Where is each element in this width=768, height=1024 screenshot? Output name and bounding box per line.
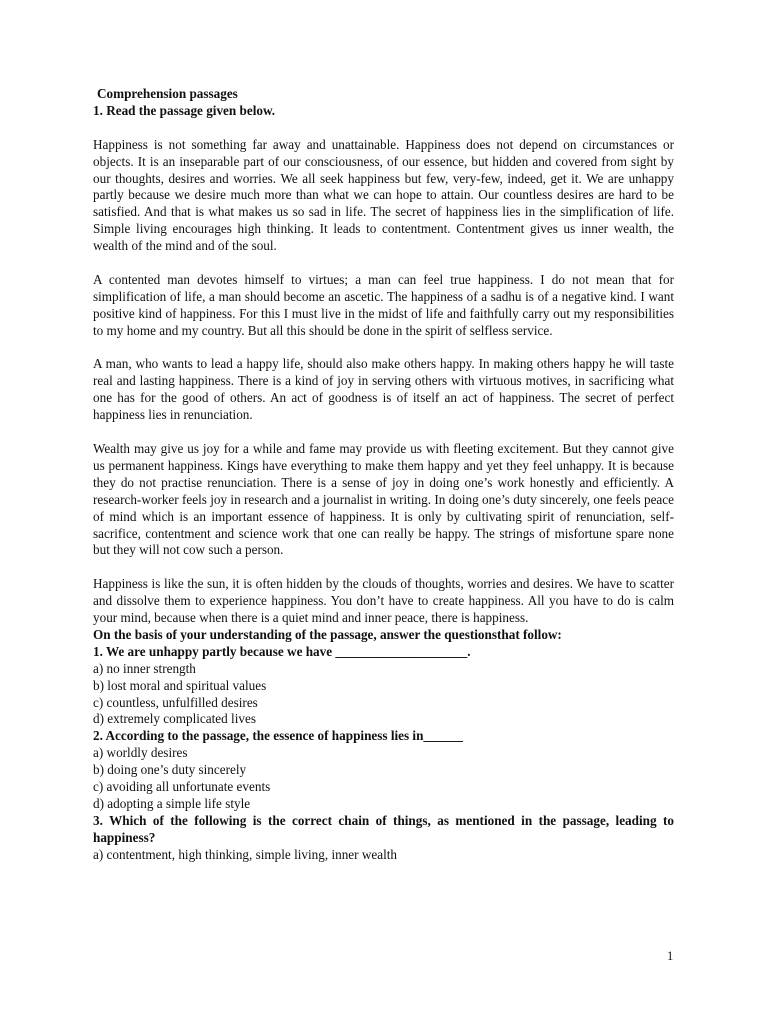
option-item: d) adopting a simple life style (93, 795, 251, 811)
option-item: a) no inner strength (93, 660, 196, 676)
option-item: a) contentment, high thinking, simple living, inner wealth (93, 846, 397, 862)
option-item: b) doing one’s duty sincerely (93, 762, 247, 778)
document-page (93, 86, 674, 864)
option-item: a) worldly desires (93, 745, 188, 761)
questions-intro: On the basis of your understanding of the passage, answer the questionsthat follow: (93, 626, 562, 642)
option-item: c) countless, unfulfilled desires (93, 694, 258, 710)
passage-paragraph-3: A man, who wants to lead a happy life, should also make others happy. In making others happy he will taste real and lasting happiness. There is a kind of joy in serving others with virtuous motives, in sacrificing what one has for the good of others. An act of goodness is of itself an act of happiness. The secret of perfect happiness lies in renunciation. (93, 356, 674, 423)
option-list (93, 661, 674, 729)
page-number: 1 (667, 949, 674, 963)
passage-paragraph-5: Happiness is like the sun, it is often hidden by the clouds of thoughts, worries and desires. We have to scatter and dissolve them to experience happiness. You don’t have to create happiness. All you have to do is calm your mind, because when there is a quiet mind and inner peace, there is happiness. (93, 576, 674, 626)
question-1 (93, 644, 674, 729)
option-item: b) lost moral and spiritual values (93, 677, 267, 693)
question-title: 3. Which of the following is the correct chain of things, as mentioned in the passage, leading to happiness? (93, 812, 674, 845)
option-list (93, 745, 674, 813)
option-list (93, 847, 674, 864)
section-heading: Comprehension passages (97, 86, 238, 101)
blank-line (93, 120, 674, 137)
passage-paragraph-2: A contented man devotes himself to virtues; a man can feel true happiness. I do not mean that for simplification of life, a man should become an ascetic. The happiness of a sadhu is of a negative kind. I want positive kind of happiness. For this I must live in the midst of life and faithfully carry out my responsibilities to my home and my country. But all this should be done in the spirit of selfless service. (93, 271, 674, 338)
question-title: 1. We are unhappy partly because we have ____________________. (93, 643, 471, 659)
option-item: d) extremely complicated lives (93, 711, 256, 727)
instruction-heading: 1. Read the passage given below. (93, 102, 276, 118)
question-3 (93, 813, 674, 864)
question-2 (93, 728, 674, 813)
passage-paragraph-1: Happiness is not something far away and unattainable. Happiness does not depend on circumstances or objects. It is an inseparable part of our consciousness, of our essence, but hidden and covered from sight by our thoughts, desires and worries. We all seek happiness but few, very-few, indeed, get it. We are unhappy partly because we desire much more than what we can hope to attain. Our countless desires are hard to be satisfied. And that is what makes us so sad in life. The secret of happiness lies in the simplification of life. Simple living encourages high thinking. It leads to contentment. Contentment gives us inner wealth, the wealth of the mind and of the soul. (93, 136, 674, 254)
passage-paragraph-4: Wealth may give us joy for a while and fame may provide us with fleeting excitement. But they cannot give us permanent happiness. Kings have everything to make them happy and yet they feel unhappy. It is because they do not practise renunciation. There is a sense of joy in doing one’s work honestly and efficiently. A research-worker feels joy in research and a journalist in writing. In doing one’s duty sincerely, one feels peace of mind which is an important essence of happiness. It is only by cultivating spirit of renunciation, self-sacrifice, contentment and science work that one can really be happy. The strings of misfortune spare none but they will not cow such a person. (93, 440, 674, 558)
option-item: c) avoiding all unfortunate events (93, 779, 271, 795)
question-title: 2. According to the passage, the essence of happiness lies in______ (93, 728, 463, 744)
